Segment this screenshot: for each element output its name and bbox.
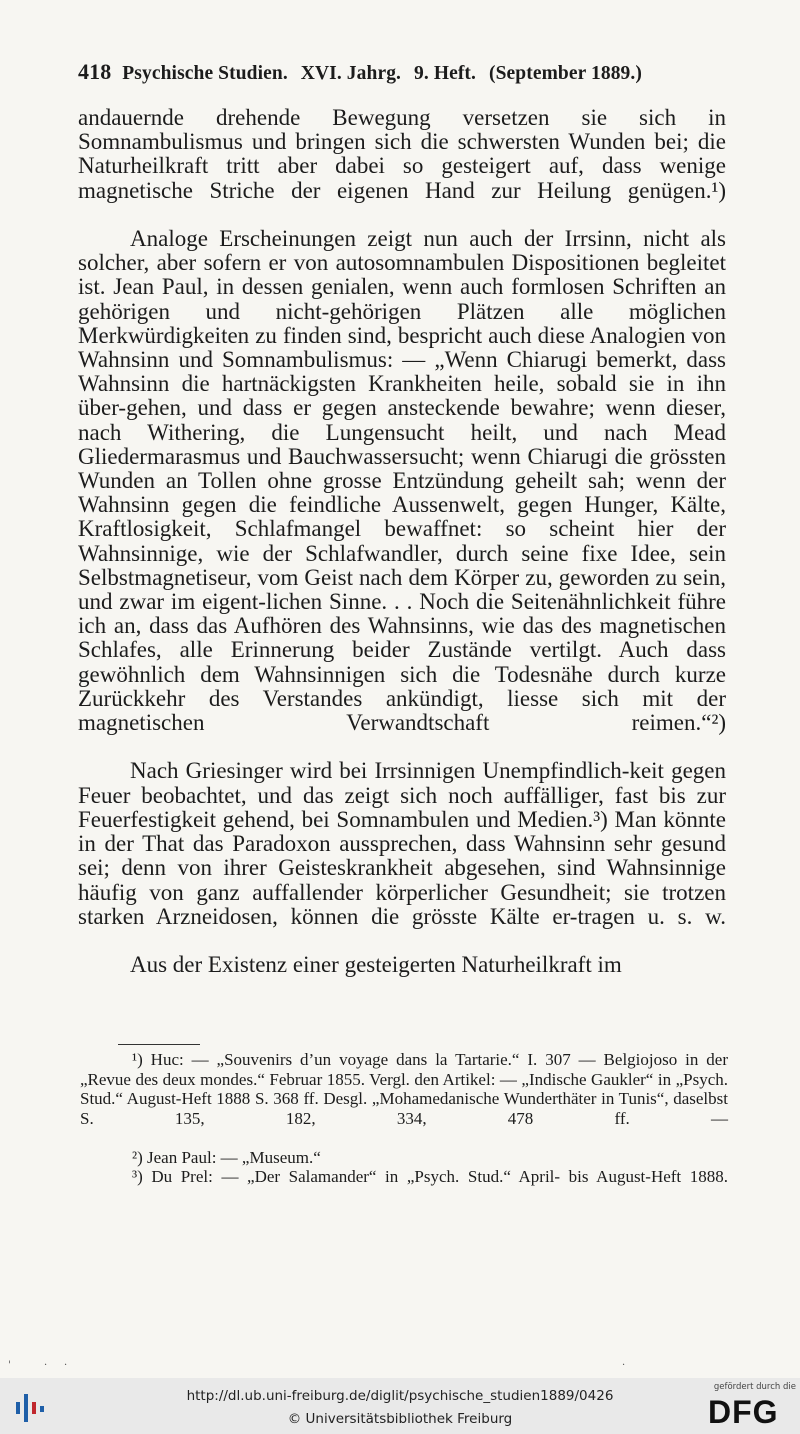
journal-title: Psychische Studien. — [122, 63, 288, 84]
footnotes — [80, 1050, 728, 1206]
issue: 9. Heft. — [414, 63, 477, 84]
dfg-mark: DFG — [708, 1394, 779, 1430]
paragraph: Analoge Erscheinungen zeigt nun auch der Irrsinn, nicht als solcher, aber sofern er von autosomnambulen Dispositionen begleitet ist. Jean Paul, in dessen genialen, wenn auch formlosen Schriften an gehörigen und nicht-gehörigen Plätzen alle möglichen Merkwürdigkeiten zu finden sind, bespricht auch diese Analogien von Wahnsinn und Somnambulismus: — „Wenn Chiarugi bemerkt, dass Wahnsinn die hartnäckigsten Krankheiten heile, sobald sie in ihn über-gehen, und dass er gegen ansteckende bewahre; wenn dieser, nach Withering, die Lungensucht heilt, und nach Mead Gliedermarasmus und Bauchwassersucht; wenn Chiarugi die grössten Wunden an Tollen ohne grosse Entzündung geheilt sah; wenn der Wahnsinn gegen die feindliche Aussenwelt, gegen Hunger, Kälte, Kraftlosigkeit, Schlafmangel bewaffnet: so scheint hier der Wahnsinnige, wie der Schlafwandler, durch seine fixe Idee, sein Selbstmagnetiseur, vom Geist nach dem Körper zu, geworden zu sein, und zwar im eigent-lichen Sinne. . . Noch die Seitenähnlichkeit führe ich an, dass das Aufhören des Wahnsinns, wie das des magnetischen Schlafes, alle Erinnerung beider Zustände vertilgt. Auch dass gewöhnlich dem Wahnsinnigen sich die Todesnähe durch kurze Zurückkehr des Verstandes ankündigt, liesse sich mit der magnetischen Verwandtschaft reimen.“²) — [78, 226, 726, 736]
page-number: 418 — [78, 59, 112, 84]
footnote-rule — [118, 1044, 200, 1045]
running-header — [78, 58, 728, 88]
volume: XVI. Jahrg. — [300, 63, 402, 84]
main-text — [78, 106, 726, 977]
copyright-text: © Universitätsbibliothek Freiburg — [287, 1411, 513, 1427]
paragraph: andauernde drehende Bewegung versetzen sie sich in Somnambulismus und bringen sich die schwersten Wunden bei; die Naturheilkraft tritt aber dabei so gesteigert auf, dass wenige magnetische Striche der eigenen Hand zur Heilung genügen.¹) — [78, 105, 726, 203]
dfg-logo — [704, 1382, 796, 1432]
paragraph: Aus der Existenz einer gesteigerten Naturheilkraft im — [130, 952, 622, 978]
paragraph: Nach Griesinger wird bei Irrsinnigen Unempfindlich-keit gegen Feuer beobachtet, und das zeigt sich noch auffälliger, fast bis zur Feuerfestigkeit gehend, bei Somnambulen und Medien.³) Man könnte in der That das Paradoxon aussprechen, dass Wahnsinn sehr gesund sei; denn von ihrer Geisteskrankheit abgesehen, sind Wahnsinnige häufig von ganz auffallender körperlicher Gesundheit; sie trotzen starken Arzneidosen, können die grösste Kälte er-tragen u. s. w. — [78, 758, 726, 929]
footer-bar — [0, 1378, 800, 1434]
footnote: ³) Du Prel: — „Der Salamander“ in „Psych. Stud.“ April- bis August-Heft 1888. — [132, 1167, 728, 1186]
footnote: ¹) Huc: — „Souvenirs d’un voyage dans la Tartarie.“ I. 307 — Belgiojoso in der „Revue des deux mondes.“ Februar 1855. Vergl. den Artikel: — „Indische Gaukler“ in „Psych. Stud.“ August-Heft 1888 S. 368 ff. Desgl. „Mohamedanische Wunderthäter in Tunis“, daselbst S. 135, 182, 334, 478 ff. — — [80, 1050, 728, 1128]
source-url-link[interactable]: http://dl.ub.uni-freiburg.de/diglit/psychische_studien1889/0426 — [186, 1388, 614, 1404]
issue-date: (September 1889.) — [489, 63, 642, 84]
scan-marks: ' · · · — [8, 1360, 626, 1371]
footnote: ²) Jean Paul: — „Museum.“ — [132, 1147, 321, 1167]
dfg-caption: gefördert durch die — [713, 1382, 796, 1392]
